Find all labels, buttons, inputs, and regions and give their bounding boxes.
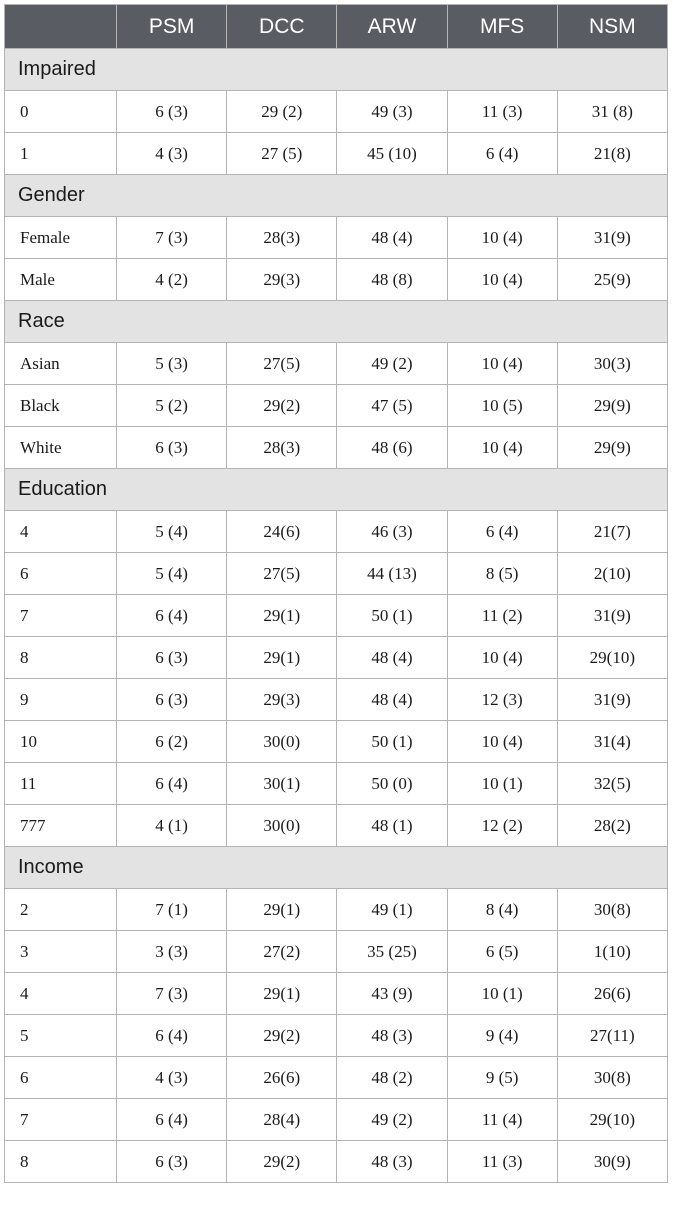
table-row bbox=[5, 973, 668, 1015]
table-cell: 12 (3) bbox=[447, 679, 557, 721]
table-cell: 6 (3) bbox=[117, 679, 227, 721]
table-cell: 10 (4) bbox=[447, 427, 557, 469]
row-label: Black bbox=[5, 385, 117, 427]
table-cell: 10 (4) bbox=[447, 217, 557, 259]
table-cell: 29(1) bbox=[227, 595, 337, 637]
table-cell: 49 (2) bbox=[337, 1099, 447, 1141]
column-header-arw: ARW bbox=[337, 5, 447, 49]
row-label: 7 bbox=[5, 1099, 117, 1141]
table-cell: 48 (8) bbox=[337, 259, 447, 301]
table-cell: 30(0) bbox=[227, 721, 337, 763]
row-label: 1 bbox=[5, 133, 117, 175]
table-cell: 11 (4) bbox=[447, 1099, 557, 1141]
table-cell: 29(3) bbox=[227, 259, 337, 301]
table-cell: 49 (3) bbox=[337, 91, 447, 133]
table-cell: 8 (5) bbox=[447, 553, 557, 595]
table-cell: 10 (4) bbox=[447, 343, 557, 385]
table-cell: 44 (13) bbox=[337, 553, 447, 595]
table-cell: 6 (3) bbox=[117, 91, 227, 133]
row-label: 777 bbox=[5, 805, 117, 847]
table-cell: 35 (25) bbox=[337, 931, 447, 973]
table-cell: 6 (4) bbox=[447, 133, 557, 175]
table-cell: 7 (1) bbox=[117, 889, 227, 931]
table-cell: 30(8) bbox=[557, 889, 667, 931]
table-cell: 29 (2) bbox=[227, 91, 337, 133]
table-cell: 6 (4) bbox=[447, 511, 557, 553]
table-row bbox=[5, 511, 668, 553]
table-cell: 48 (3) bbox=[337, 1141, 447, 1183]
row-label: 4 bbox=[5, 973, 117, 1015]
table-body bbox=[5, 49, 668, 1183]
table-cell: 30(3) bbox=[557, 343, 667, 385]
table-cell: 8 (4) bbox=[447, 889, 557, 931]
section-title: Income bbox=[5, 847, 668, 889]
table-cell: 29(3) bbox=[227, 679, 337, 721]
table-cell: 4 (2) bbox=[117, 259, 227, 301]
table-cell: 50 (1) bbox=[337, 595, 447, 637]
table-cell: 45 (10) bbox=[337, 133, 447, 175]
table-cell: 5 (2) bbox=[117, 385, 227, 427]
table-cell: 6 (4) bbox=[117, 595, 227, 637]
section-title: Impaired bbox=[5, 49, 668, 91]
table-row bbox=[5, 1099, 668, 1141]
column-header-mfs: MFS bbox=[447, 5, 557, 49]
table-cell: 50 (0) bbox=[337, 763, 447, 805]
row-label: Male bbox=[5, 259, 117, 301]
table-cell: 27(11) bbox=[557, 1015, 667, 1057]
table-cell: 31(4) bbox=[557, 721, 667, 763]
table-cell: 31(9) bbox=[557, 595, 667, 637]
table-cell: 48 (6) bbox=[337, 427, 447, 469]
table-cell: 28(3) bbox=[227, 427, 337, 469]
table-row bbox=[5, 1141, 668, 1183]
table-row bbox=[5, 217, 668, 259]
row-label: 6 bbox=[5, 1057, 117, 1099]
section-row-impaired bbox=[5, 49, 668, 91]
table-cell: 29(2) bbox=[227, 385, 337, 427]
section-row-education bbox=[5, 469, 668, 511]
table-cell: 5 (3) bbox=[117, 343, 227, 385]
section-title: Race bbox=[5, 301, 668, 343]
table-cell: 31(9) bbox=[557, 679, 667, 721]
table-cell: 29(9) bbox=[557, 385, 667, 427]
table-cell: 48 (4) bbox=[337, 679, 447, 721]
table-cell: 25(9) bbox=[557, 259, 667, 301]
column-header-nsm: NSM bbox=[557, 5, 667, 49]
table-cell: 30(8) bbox=[557, 1057, 667, 1099]
row-label: 6 bbox=[5, 553, 117, 595]
row-label: 5 bbox=[5, 1015, 117, 1057]
table-cell: 43 (9) bbox=[337, 973, 447, 1015]
table-cell: 32(5) bbox=[557, 763, 667, 805]
table-cell: 10 (5) bbox=[447, 385, 557, 427]
table-cell: 29(2) bbox=[227, 1141, 337, 1183]
row-label: Female bbox=[5, 217, 117, 259]
table-cell: 29(1) bbox=[227, 889, 337, 931]
table-cell: 49 (2) bbox=[337, 343, 447, 385]
table-cell: 10 (1) bbox=[447, 973, 557, 1015]
table-cell: 4 (1) bbox=[117, 805, 227, 847]
row-label: 3 bbox=[5, 931, 117, 973]
table-row bbox=[5, 1057, 668, 1099]
table-row bbox=[5, 133, 668, 175]
table-cell: 4 (3) bbox=[117, 133, 227, 175]
table-cell: 12 (2) bbox=[447, 805, 557, 847]
table-cell: 2(10) bbox=[557, 553, 667, 595]
table-cell: 27(5) bbox=[227, 343, 337, 385]
section-row-income bbox=[5, 847, 668, 889]
row-label: Asian bbox=[5, 343, 117, 385]
table-cell: 48 (2) bbox=[337, 1057, 447, 1099]
table-cell: 30(1) bbox=[227, 763, 337, 805]
table-cell: 9 (4) bbox=[447, 1015, 557, 1057]
table-cell: 27(2) bbox=[227, 931, 337, 973]
table-cell: 50 (1) bbox=[337, 721, 447, 763]
header-cell-blank bbox=[5, 5, 117, 49]
table-row bbox=[5, 91, 668, 133]
table-cell: 1(10) bbox=[557, 931, 667, 973]
table-row bbox=[5, 805, 668, 847]
table-cell: 10 (1) bbox=[447, 763, 557, 805]
table-cell: 6 (4) bbox=[117, 763, 227, 805]
table-row bbox=[5, 343, 668, 385]
row-label: White bbox=[5, 427, 117, 469]
table-cell: 48 (3) bbox=[337, 1015, 447, 1057]
table-cell: 26(6) bbox=[557, 973, 667, 1015]
table-cell: 7 (3) bbox=[117, 973, 227, 1015]
table-cell: 11 (3) bbox=[447, 1141, 557, 1183]
table-row bbox=[5, 721, 668, 763]
table-cell: 29(2) bbox=[227, 1015, 337, 1057]
table-cell: 4 (3) bbox=[117, 1057, 227, 1099]
table-cell: 21(8) bbox=[557, 133, 667, 175]
table-row bbox=[5, 553, 668, 595]
table-cell: 29(10) bbox=[557, 637, 667, 679]
table-cell: 6 (4) bbox=[117, 1015, 227, 1057]
table-cell: 28(3) bbox=[227, 217, 337, 259]
section-row-gender bbox=[5, 175, 668, 217]
row-label: 11 bbox=[5, 763, 117, 805]
table-cell: 24(6) bbox=[227, 511, 337, 553]
table-row bbox=[5, 763, 668, 805]
row-label: 7 bbox=[5, 595, 117, 637]
row-label: 8 bbox=[5, 1141, 117, 1183]
row-label: 2 bbox=[5, 889, 117, 931]
table-cell: 6 (5) bbox=[447, 931, 557, 973]
row-label: 8 bbox=[5, 637, 117, 679]
row-label: 9 bbox=[5, 679, 117, 721]
table-cell: 10 (4) bbox=[447, 721, 557, 763]
row-label: 0 bbox=[5, 91, 117, 133]
table-cell: 48 (4) bbox=[337, 217, 447, 259]
table-row bbox=[5, 637, 668, 679]
table-cell: 5 (4) bbox=[117, 553, 227, 595]
table-cell: 21(7) bbox=[557, 511, 667, 553]
table-cell: 6 (3) bbox=[117, 1141, 227, 1183]
table-row bbox=[5, 889, 668, 931]
table-row bbox=[5, 385, 668, 427]
table-cell: 47 (5) bbox=[337, 385, 447, 427]
table-row bbox=[5, 1015, 668, 1057]
table-cell: 48 (1) bbox=[337, 805, 447, 847]
table-cell: 3 (3) bbox=[117, 931, 227, 973]
table-cell: 31 (8) bbox=[557, 91, 667, 133]
table-cell: 31(9) bbox=[557, 217, 667, 259]
table-cell: 26(6) bbox=[227, 1057, 337, 1099]
table-row bbox=[5, 427, 668, 469]
table-row bbox=[5, 595, 668, 637]
table-cell: 6 (3) bbox=[117, 637, 227, 679]
section-title: Gender bbox=[5, 175, 668, 217]
table-cell: 11 (3) bbox=[447, 91, 557, 133]
table-cell: 48 (4) bbox=[337, 637, 447, 679]
table-cell: 30(9) bbox=[557, 1141, 667, 1183]
header-row bbox=[5, 5, 668, 49]
table-cell: 30(0) bbox=[227, 805, 337, 847]
table-cell: 5 (4) bbox=[117, 511, 227, 553]
data-table bbox=[4, 4, 668, 1183]
table-cell: 9 (5) bbox=[447, 1057, 557, 1099]
row-label: 4 bbox=[5, 511, 117, 553]
table-cell: 6 (4) bbox=[117, 1099, 227, 1141]
table-cell: 28(2) bbox=[557, 805, 667, 847]
table-cell: 10 (4) bbox=[447, 259, 557, 301]
table-cell: 6 (3) bbox=[117, 427, 227, 469]
table-cell: 27(5) bbox=[227, 553, 337, 595]
table-cell: 49 (1) bbox=[337, 889, 447, 931]
table-cell: 27 (5) bbox=[227, 133, 337, 175]
table-cell: 10 (4) bbox=[447, 637, 557, 679]
table-cell: 29(1) bbox=[227, 973, 337, 1015]
row-label: 10 bbox=[5, 721, 117, 763]
column-header-psm: PSM bbox=[117, 5, 227, 49]
section-title: Education bbox=[5, 469, 668, 511]
table-cell: 6 (2) bbox=[117, 721, 227, 763]
table-row bbox=[5, 679, 668, 721]
table-cell: 46 (3) bbox=[337, 511, 447, 553]
table-cell: 11 (2) bbox=[447, 595, 557, 637]
table-cell: 7 (3) bbox=[117, 217, 227, 259]
table-cell: 28(4) bbox=[227, 1099, 337, 1141]
table-row bbox=[5, 259, 668, 301]
table-row bbox=[5, 931, 668, 973]
column-header-dcc: DCC bbox=[227, 5, 337, 49]
table-cell: 29(10) bbox=[557, 1099, 667, 1141]
table-cell: 29(1) bbox=[227, 637, 337, 679]
section-row-race bbox=[5, 301, 668, 343]
table-header bbox=[5, 5, 668, 49]
table-cell: 29(9) bbox=[557, 427, 667, 469]
